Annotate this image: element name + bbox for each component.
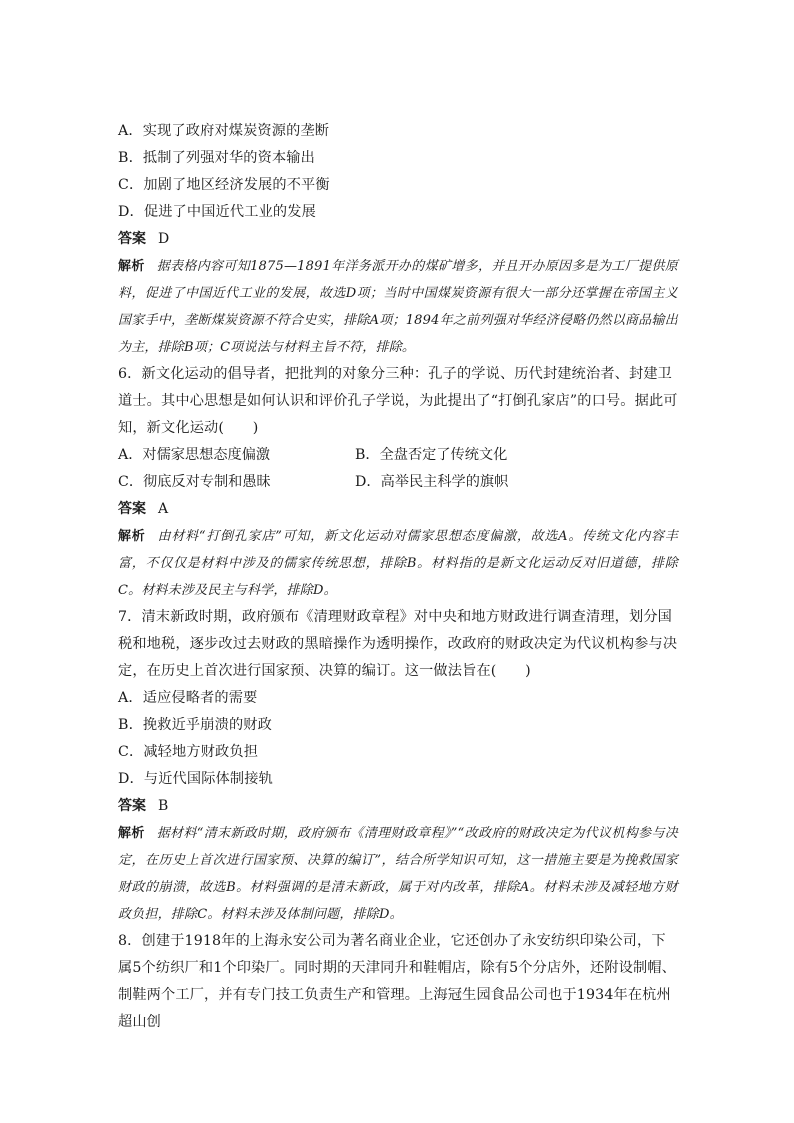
q6-stem: 6．新文化运动的倡导者，把批判的对象分三种：孔子的学说、历代封建统治者、封建卫道士。其中心思想是如何认识和评价孔子学说，为此提出了“打倒孔家店”的口号。据此可知，新文化运动( ) — [118, 366, 678, 436]
answer-label: 答案 — [118, 798, 146, 814]
question-6 — [118, 361, 678, 604]
analysis-label: 解析 — [118, 259, 145, 274]
q7-analysis — [118, 820, 678, 928]
answer-value: B — [158, 798, 169, 814]
analysis-text: 据表格内容可知1875—1891年洋务派开办的煤矿增多，并且开办原因多是为工厂提供原料，促进了中国近代工业的发展，故选D项；当时中国煤炭资源有很大一部分还掌握在帝国主义国家手中，垄断煤炭资源不符合史实，排除A项；1894年之前列强对华经济侵略仍然以商品输出为主，排除B项；C项说法与材料主旨不符，排除。 — [118, 259, 678, 355]
q5-option-d: D．促进了中国近代工业的发展 — [118, 204, 316, 220]
q7-stem: 7．清末新政时期，政府颁布《清理财政章程》对中央和地方财政进行调查清理，划分国税和地税，逐步改过去财政的黑暗操作为透明操作，改政府的财政决定为代议机构参与决定，在历史上首次进行国家预、决算的编订。这一做法旨在( ) — [118, 609, 678, 679]
q7-option-a: A．适应侵略者的需要 — [118, 690, 258, 706]
q7-option-d: D．与近代国际体制接轨 — [118, 771, 273, 787]
analysis-label: 解析 — [118, 529, 146, 544]
analysis-label: 解析 — [118, 826, 145, 841]
q5-analysis — [118, 253, 678, 361]
q7-option-b: B．挽救近乎崩溃的财政 — [118, 717, 272, 733]
document-page — [118, 118, 678, 1036]
answer-label: 答案 — [118, 231, 146, 247]
answer-value: D — [158, 231, 170, 247]
q6-option-d: D．高举民主科学的旗帜 — [355, 474, 509, 490]
q6-option-a: A．对儒家思想态度偏激 — [118, 447, 271, 463]
q5-option-c: C．加剧了地区经济发展的不平衡 — [118, 177, 330, 193]
q8-stem: 8．创建于1918年的上海永安公司为著名商业企业，它还创办了永安纺织印染公司，下属5个纺织厂和1个印染厂。同时期的天津同升和鞋帽店，除有5个分店外，还附设制帽、制鞋两个工厂，并有专门技工负责生产和管理。上海冠生园食品公司也于1934年在杭州超山创 — [118, 933, 677, 1030]
q6-option-b: B．全盘否定了传统文化 — [355, 447, 508, 463]
q5-answer — [118, 226, 678, 253]
q6-options-row-1 — [118, 442, 678, 469]
question-8 — [118, 928, 678, 1036]
analysis-text: 据材料“清末新政时期，政府颁布《清理财政章程》”“改政府的财政决定为代议机构参与决定，在历史上首次进行国家预、决算的编订”，结合所学知识可知，这一措施主要是为挽救国家财政的崩溃，故选B。材料强调的是清末新政，属于对内改革，排除A。材料未涉及减轻地方财政负担，排除C。材料未涉及体制问题，排除D。 — [118, 826, 679, 922]
q6-options-row-2 — [118, 469, 678, 496]
question-7 — [118, 604, 678, 928]
answer-label: 答案 — [118, 501, 146, 517]
q6-answer — [118, 496, 678, 523]
q6-analysis — [118, 523, 678, 604]
analysis-text: 由材料“打倒孔家店”可知，新文化运动对儒家思想态度偏激，故选A。传统文化内容丰富，不仅仅是材料中涉及的儒家传统思想，排除B。材料指的是新文化运动反对旧道德，排除C。材料未涉及民主与科学，排除D。 — [118, 529, 678, 598]
q5-option-b: B．抵制了列强对华的资本输出 — [118, 150, 315, 166]
q7-answer — [118, 793, 678, 820]
q5-option-a: A．实现了政府对煤炭资源的垄断 — [118, 123, 330, 139]
q7-option-c: C．减轻地方财政负担 — [118, 744, 259, 760]
answer-value: A — [158, 501, 169, 517]
q6-option-c: C．彻底反对专制和愚昧 — [118, 474, 271, 490]
question-5 — [118, 118, 678, 361]
